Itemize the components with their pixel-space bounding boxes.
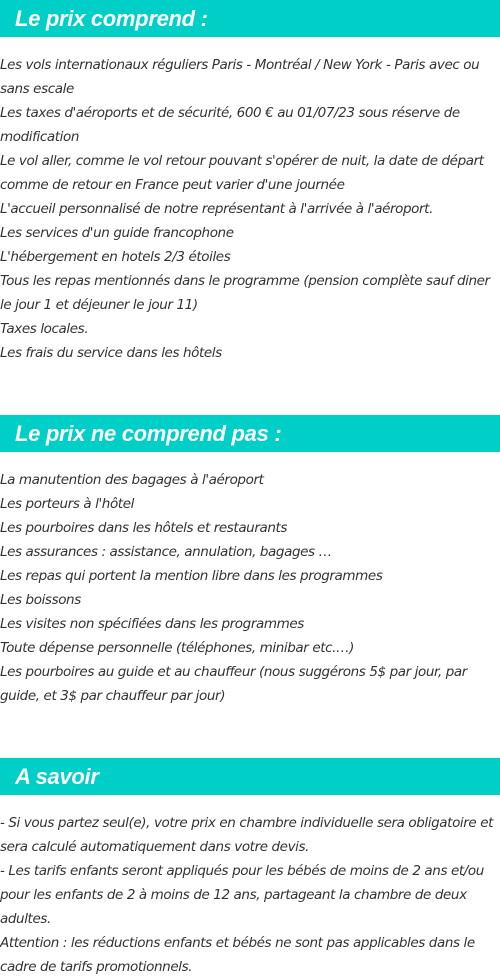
list-item: Les pourboires dans les hôtels et restaurants <box>0 520 288 536</box>
list-item: Les boissons <box>0 592 81 608</box>
section-price-includes <box>0 0 500 365</box>
list-item: Les pourboires au guide et au chauffeur (nous suggérons 5$ par jour, par guide, et 3$ par chauffeur par jour) <box>0 664 467 704</box>
excluded-list <box>0 468 500 708</box>
included-list <box>0 53 500 365</box>
list-item: Les assurances : assistance, annulation, bagages … <box>0 544 332 560</box>
section-title: A savoir <box>0 758 500 795</box>
section-good-to-know <box>0 758 500 979</box>
section-title: Le prix ne comprend pas : <box>0 415 500 452</box>
list-item: La manutention des bagages à l'aéroport <box>0 472 264 488</box>
list-item: Attention : les réductions enfants et bébés ne sont pas applicables dans le cadre de tarifs promotionnels. <box>0 935 475 975</box>
list-item: Le vol aller, comme le vol retour pouvant s'opérer de nuit, la date de départ comme de retour en France peut varier d'une journée <box>0 153 484 193</box>
list-item: Les visites non spécifiées dans les programmes <box>0 616 304 632</box>
list-item: Les services d'un guide francophone <box>0 225 234 241</box>
list-item: - Si vous partez seul(e), votre prix en chambre individuelle sera obligatoire et sera calculé automatiquement dans votre devis. <box>0 815 494 855</box>
list-item: Les porteurs à l'hôtel <box>0 496 134 512</box>
list-item: Tous les repas mentionnés dans le programme (pension complète sauf diner le jour 1 et déjeuner le jour 11) <box>0 273 490 313</box>
list-item: L'hébergement en hotels 2/3 étoiles <box>0 249 231 265</box>
info-list <box>0 811 500 979</box>
list-item: Les taxes d'aéroports et de sécurité, 600 € au 01/07/23 sous réserve de modification <box>0 105 460 145</box>
list-item: Les vols internationaux réguliers Paris - Montréal / New York - Paris avec ou sans escale <box>0 57 480 97</box>
list-item: Toute dépense personnelle (téléphones, minibar etc.…) <box>0 640 355 656</box>
section-title: Le prix comprend : <box>0 0 500 37</box>
list-item: L'accueil personnalisé de notre représentant à l'arrivée à l'aéroport. <box>0 201 433 217</box>
list-item: Taxes locales. <box>0 321 89 337</box>
list-item: Les repas qui portent la mention libre dans les programmes <box>0 568 383 584</box>
section-price-excludes <box>0 415 500 708</box>
list-item: Les frais du service dans les hôtels <box>0 345 222 361</box>
list-item: - Les tarifs enfants seront appliqués pour les bébés de moins de 2 ans et/ou pour les enfants de 2 à moins de 12 ans, partageant la chambre de deux adultes. <box>0 863 484 927</box>
